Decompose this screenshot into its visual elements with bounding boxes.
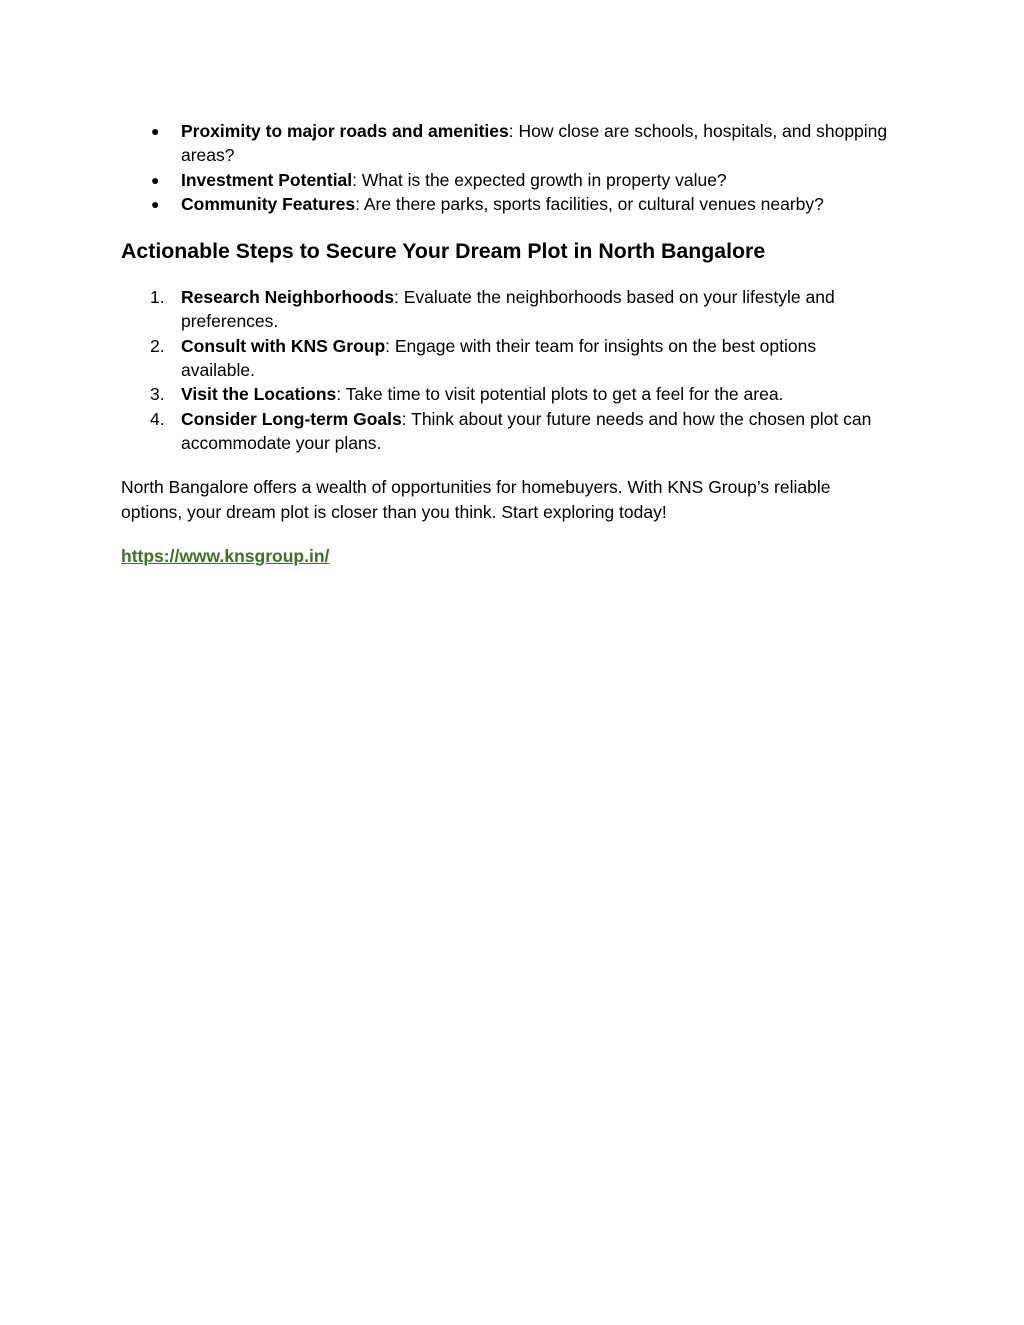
list-item-text: : Take time to visit potential plots to get a feel for the area. bbox=[336, 384, 784, 405]
list-item-bold: Visit the Locations bbox=[181, 384, 337, 405]
list-item-text: : Engage with their team for insights on the best options available. bbox=[181, 335, 817, 381]
list-item-bold: Research Neighborhoods bbox=[181, 287, 394, 308]
list-item-bold: Investment Potential bbox=[181, 169, 353, 190]
closing-paragraph: North Bangalore offers a wealth of opportunities for homebuyers. With KNS Group’s reliable options, your dream plot is closer than you think. Start exploring today! bbox=[121, 477, 831, 522]
list-item-text: : How close are schools, hospitals, and shopping areas? bbox=[181, 121, 888, 166]
list-item bbox=[121, 407, 891, 456]
steps-list bbox=[121, 285, 891, 455]
list-item-text: : Are there parks, sports facilities, or cultural venues nearby? bbox=[355, 193, 824, 214]
list-item-text: : Think about your future needs and how the chosen plot can accommodate your plans. bbox=[181, 408, 872, 453]
section-heading: Actionable Steps to Secure Your Dream Plot in North Bangalore bbox=[121, 239, 766, 264]
page-content bbox=[121, 119, 891, 568]
list-item-bold: Consider Long-term Goals bbox=[181, 408, 402, 429]
step-number: 1. bbox=[150, 287, 165, 308]
list-item-bold: Community Features bbox=[181, 193, 356, 214]
step-number: 3. bbox=[150, 384, 165, 405]
list-item-bold: Consult with KNS Group bbox=[181, 335, 386, 356]
bullet-icon: ● bbox=[151, 195, 160, 212]
list-item bbox=[121, 192, 891, 216]
list-item-text: : What is the expected growth in property value? bbox=[352, 169, 727, 190]
list-item bbox=[121, 119, 891, 168]
list-item bbox=[121, 168, 891, 192]
bullet-icon: ● bbox=[151, 171, 160, 188]
list-item-bold: Proximity to major roads and amenities bbox=[181, 121, 509, 141]
step-number: 2. bbox=[150, 335, 165, 356]
bullet-icon: ● bbox=[151, 123, 160, 139]
list-item bbox=[121, 285, 891, 334]
considerations-list bbox=[121, 119, 891, 216]
website-link[interactable]: https://www.knsgroup.in/ bbox=[121, 545, 330, 566]
list-item bbox=[121, 334, 891, 383]
list-item-text: : Evaluate the neighborhoods based on your lifestyle and preferences. bbox=[181, 287, 835, 332]
step-number: 4. bbox=[150, 408, 165, 429]
list-item bbox=[121, 382, 891, 406]
link-container bbox=[121, 544, 891, 568]
